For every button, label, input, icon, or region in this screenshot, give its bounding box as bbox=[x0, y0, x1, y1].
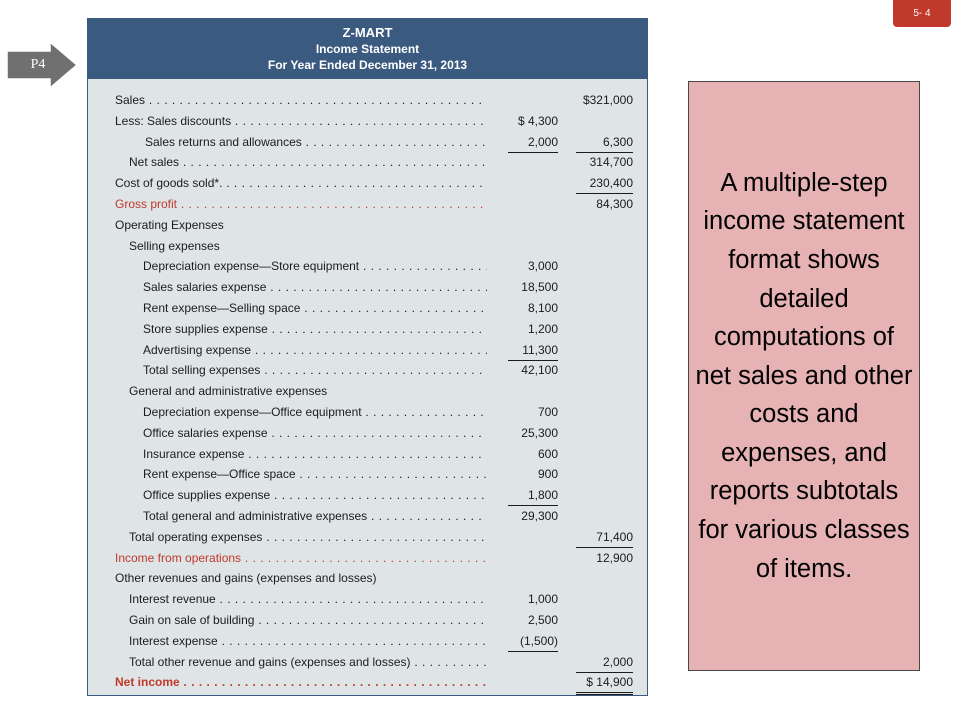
row-label: Other revenues and gains (expenses and losses) bbox=[115, 571, 377, 586]
statement-row bbox=[88, 444, 647, 465]
row-label: Income from operations . . . bbox=[115, 548, 487, 568]
row-amount-outer: 12,900 bbox=[596, 550, 633, 565]
row-amount-outer bbox=[576, 589, 633, 609]
row-amount-inner: 2,500 bbox=[527, 612, 558, 627]
objective-tag: P4 bbox=[30, 57, 46, 72]
row-amount-inner: 700 bbox=[537, 404, 558, 419]
statement-row bbox=[88, 132, 647, 153]
statement-row bbox=[88, 194, 647, 215]
row-amount-inner: 11,300 bbox=[508, 340, 558, 361]
statement-header bbox=[88, 19, 647, 79]
statement-row bbox=[88, 464, 647, 485]
row-label: Selling expenses bbox=[129, 238, 220, 253]
row-label: Depreciation expense—Office equipment . . . bbox=[143, 402, 487, 422]
statement-row bbox=[88, 652, 647, 673]
row-amount-inner bbox=[508, 568, 558, 588]
row-label: Cost of goods sold*. . . . bbox=[115, 173, 487, 193]
row-label: Office salaries expense . . . bbox=[143, 423, 487, 443]
row-amount-inner bbox=[508, 90, 558, 110]
company-name: Z-MART bbox=[342, 25, 393, 40]
row-amount-outer: 6,300 bbox=[576, 132, 633, 153]
row-amount-inner: 600 bbox=[537, 446, 558, 461]
statement-row bbox=[88, 236, 647, 257]
row-amount-outer bbox=[576, 298, 633, 318]
row-label: Sales . . . bbox=[115, 90, 487, 110]
row-amount-inner bbox=[508, 652, 558, 672]
row-amount-outer bbox=[576, 340, 633, 360]
row-amount-inner: 3,000 bbox=[527, 259, 558, 274]
row-label: Interest revenue . . . bbox=[129, 589, 487, 609]
row-amount-outer bbox=[576, 360, 633, 380]
row-label: Rent expense—Office space . . . bbox=[143, 464, 487, 484]
statement-rows bbox=[88, 90, 647, 693]
statement-row bbox=[88, 277, 647, 298]
row-label: Sales salaries expense . . . bbox=[143, 277, 487, 297]
row-amount-outer: 71,400 bbox=[576, 527, 633, 548]
row-amount-inner: 2,000 bbox=[508, 132, 558, 153]
row-label: Net income . . . bbox=[115, 672, 487, 692]
row-amount-outer bbox=[576, 319, 633, 339]
statement-row bbox=[88, 631, 647, 652]
row-amount-outer bbox=[576, 485, 633, 505]
statement-row bbox=[88, 90, 647, 111]
row-amount-inner: 8,100 bbox=[527, 300, 558, 315]
row-amount-outer bbox=[576, 631, 633, 651]
row-amount-outer bbox=[576, 381, 633, 401]
row-label: Total operating expenses . . . bbox=[129, 527, 487, 547]
row-label: Depreciation expense—Store equipment . . . bbox=[143, 256, 487, 276]
statement-row bbox=[88, 215, 647, 236]
statement-row bbox=[88, 360, 647, 381]
row-label: Interest expense . . . bbox=[129, 631, 487, 651]
row-amount-outer bbox=[576, 402, 633, 422]
statement-row bbox=[88, 527, 647, 548]
row-label: Insurance expense . . . bbox=[143, 444, 487, 464]
row-amount-inner: 1,200 bbox=[527, 321, 558, 336]
explanation-text: A multiple-step income statement format shows detailed computations of net sales and other costs and expenses, and reports subtotals for various classes of items. bbox=[695, 168, 913, 583]
statement-row bbox=[88, 423, 647, 444]
row-label: Less: Sales discounts . . . bbox=[115, 111, 487, 131]
statement-period: For Year Ended December 31, 2013 bbox=[267, 58, 468, 72]
row-amount-inner bbox=[508, 173, 558, 193]
row-amount-inner bbox=[508, 152, 558, 172]
row-amount-inner bbox=[508, 194, 558, 214]
row-amount-inner bbox=[508, 236, 558, 256]
row-amount-inner bbox=[508, 527, 558, 547]
row-label: Total selling expenses . . . bbox=[143, 360, 487, 380]
statement-row bbox=[88, 485, 647, 506]
row-label: Gross profit . . . bbox=[115, 194, 487, 214]
row-label: Total general and administrative expenses . . . bbox=[143, 506, 487, 526]
row-amount-inner: 25,300 bbox=[521, 425, 558, 440]
row-amount-inner bbox=[508, 672, 558, 692]
row-label: Store supplies expense . . . bbox=[143, 319, 487, 339]
row-amount-outer bbox=[576, 256, 633, 276]
row-amount-outer bbox=[576, 610, 633, 630]
row-amount-inner bbox=[508, 215, 558, 235]
row-amount-outer: 314,700 bbox=[589, 155, 633, 170]
statement-row bbox=[88, 589, 647, 610]
row-amount-outer bbox=[576, 277, 633, 297]
row-amount-inner: 900 bbox=[537, 467, 558, 482]
row-amount-outer bbox=[576, 568, 633, 588]
statement-row bbox=[88, 173, 647, 194]
row-amount-inner: $ 4,300 bbox=[517, 113, 558, 128]
statement-title: Income Statement bbox=[315, 42, 420, 56]
row-amount-outer bbox=[576, 111, 633, 131]
row-amount-inner: 1,000 bbox=[527, 592, 558, 607]
slide-page-number: 5- 4 bbox=[893, 0, 951, 27]
statement-row bbox=[88, 402, 647, 423]
row-amount-outer bbox=[576, 464, 633, 484]
row-amount-outer: $ 14,900 bbox=[576, 672, 633, 695]
statement-row bbox=[88, 111, 647, 132]
income-statement bbox=[87, 18, 648, 696]
row-amount-outer bbox=[576, 423, 633, 443]
statement-row bbox=[88, 256, 647, 277]
row-amount-outer bbox=[576, 444, 633, 464]
row-amount-inner: (1,500) bbox=[508, 631, 558, 652]
statement-row bbox=[88, 568, 647, 589]
statement-row bbox=[88, 340, 647, 361]
row-amount-outer: 84,300 bbox=[596, 196, 633, 211]
row-amount-inner: 42,100 bbox=[521, 363, 558, 378]
row-label: Total other revenue and gains (expenses and losses) . . . bbox=[129, 652, 487, 672]
statement-row bbox=[88, 548, 647, 569]
row-label: Rent expense—Selling space . . . bbox=[143, 298, 487, 318]
row-amount-inner: 18,500 bbox=[521, 280, 558, 295]
statement-row bbox=[88, 506, 647, 527]
explanation-callout bbox=[688, 81, 920, 671]
row-amount-outer: 2,000 bbox=[576, 652, 633, 673]
row-amount-inner bbox=[508, 381, 558, 401]
row-label: Gain on sale of building . . . bbox=[129, 610, 487, 630]
row-amount-inner: 29,300 bbox=[521, 508, 558, 523]
row-amount-outer bbox=[576, 506, 633, 526]
statement-row bbox=[88, 152, 647, 173]
row-amount-inner: 1,800 bbox=[508, 485, 558, 506]
statement-row bbox=[88, 298, 647, 319]
statement-row bbox=[88, 610, 647, 631]
row-label: General and administrative expenses bbox=[129, 384, 328, 399]
statement-row bbox=[88, 381, 647, 402]
statement-row bbox=[88, 672, 647, 693]
statement-row bbox=[88, 319, 647, 340]
row-label: Office supplies expense . . . bbox=[143, 485, 487, 505]
row-label: Net sales . . . bbox=[129, 152, 487, 172]
row-label: Sales returns and allowances . . . bbox=[145, 132, 489, 152]
row-label: Operating Expenses bbox=[115, 217, 224, 232]
row-amount-inner bbox=[508, 548, 558, 568]
row-amount-outer bbox=[576, 215, 633, 235]
row-label: Advertising expense . . . bbox=[143, 340, 487, 360]
row-amount-outer: $321,000 bbox=[582, 93, 633, 107]
row-amount-outer bbox=[576, 236, 633, 256]
row-amount-outer: 230,400 bbox=[576, 173, 633, 194]
